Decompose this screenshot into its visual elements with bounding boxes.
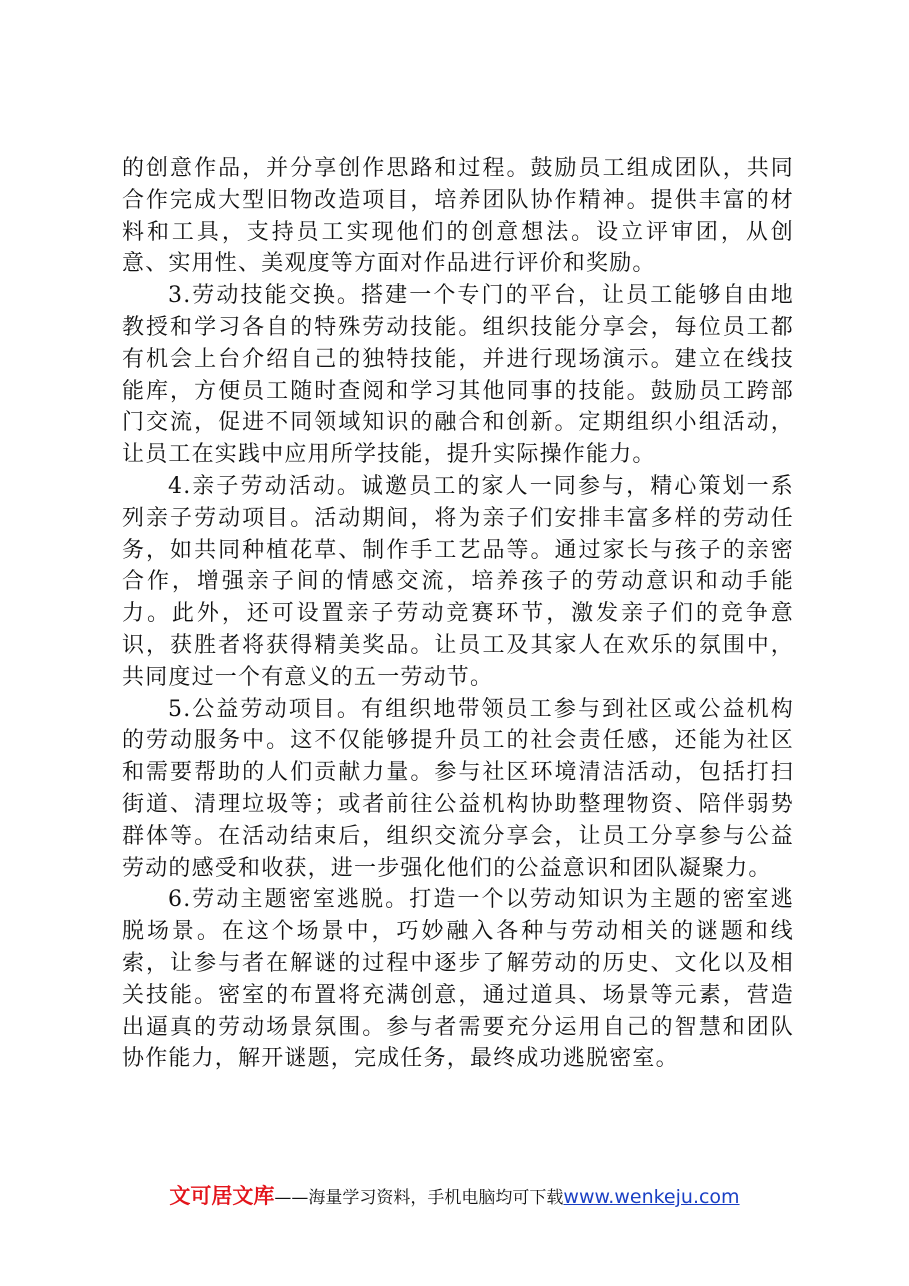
paragraph-continuation: 的创意作品，并分享创作思路和过程。鼓励员工组成团队，共同合作完成大型旧物改造项目，培养团队协作精神。提供丰富的材料和工具，支持员工实现他们的创意想法。设立评审团，从创意、实用性、美观度等方面对作品进行评价和奖励。 xyxy=(122,156,794,277)
paragraph-labor-skill-exchange: 3.劳动技能交换。搭建一个专门的平台，让员工能够自由地教授和学习各自的特殊劳动技能。组织技能分享会，每位员工都有机会上台介绍自己的独特技能，并进行现场演示。建立在线技能库，方便员工随时查阅和学习其他同事的技能。鼓励员工跨部门交流，促进不同领域知识的融合和创新。定期组织小组活动，让员工在实践中应用所学技能，提升实际操作能力。 xyxy=(122,283,794,468)
paragraph-parent-child-labor: 4.亲子劳动活动。诚邀员工的家人一同参与，精心策划一系列亲子劳动项目。活动期间，将为亲子们安排丰富多样的劳动任务，如共同种植花草、制作手工艺品等。通过家长与孩子的亲密合作，增强亲子间的情感交流，培养孩子的劳动意识和动手能力。此外，还可设置亲子劳动竞赛环节，激发亲子们的竞争意识，获胜者将获得精美奖品。让员工及其家人在欢乐的氛围中，共同度过一个有意义的五一劳动节。 xyxy=(122,473,794,690)
footer-slogan: ——海量学习资料，手机电脑均可下载 xyxy=(274,1188,564,1208)
document-body xyxy=(122,153,794,1075)
footer-banner xyxy=(0,1180,909,1210)
paragraph-escape-room: 6.劳动主题密室逃脱。打造一个以劳动知识为主题的密室逃脱场景。在这个场景中，巧妙融入各种与劳动相关的谜题和线索，让参与者在解谜的过程中逐步了解劳动的历史、文化以及相关技能。密室的布置将充满创意，通过道具、场景等元素，营造出逼真的劳动场景氛围。参与者需要充分运用自己的智慧和团队协作能力，解开谜题，完成任务，最终成功逃脱密室。 xyxy=(122,887,794,1072)
footer-url-link[interactable]: www.wenkeju.com xyxy=(563,1186,740,1208)
footer-brand: 文可居文库 xyxy=(169,1184,275,1208)
paragraph-public-welfare-labor: 5.公益劳动项目。有组织地带领员工参与到社区或公益机构的劳动服务中。这不仅能够提升员工的社会责任感，还能为社区和需要帮助的人们贡献力量。参与社区环境清洁活动，包括打扫街道、清理垃圾等；或者前往公益机构协助整理物资、陪伴弱势群体等。在活动结束后，组织交流分享会，让员工分享参与公益劳动的感受和收获，进一步强化他们的公益意识和团队凝聚力。 xyxy=(122,696,794,881)
